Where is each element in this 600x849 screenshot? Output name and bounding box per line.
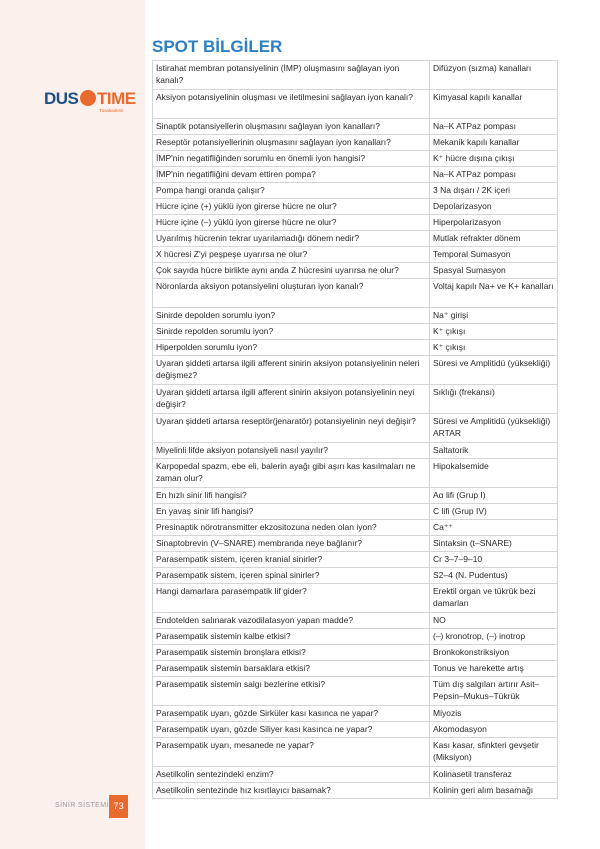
brand-part-2: TIME <box>97 89 136 108</box>
table-row <box>153 504 558 520</box>
answer-cell: Sintaksin (t–SNARE) <box>430 536 558 552</box>
question-cell: Miyelinli lifde aksiyon potansiyeli nasıl yayılır? <box>153 443 430 459</box>
question-cell: Çok sayıda hücre birlikte aynı anda Z hücresini uyarırsa ne olur? <box>153 263 430 279</box>
table-row <box>153 167 558 183</box>
answer-cell: (–) kronotrop, (–) inotrop <box>430 629 558 645</box>
question-cell: Endotelden salınarak vazodilatasyon yapan madde? <box>153 613 430 629</box>
question-cell: Sinaptobrevin (V–SNARE) membranda neye bağlanır? <box>153 536 430 552</box>
question-cell: Reseptör potansiyellerinin oluşmasını sağlayan iyon kanalları? <box>153 135 430 151</box>
answer-cell: Na⁺ girişi <box>430 308 558 324</box>
question-cell: Parasempatik uyarı, mesanede ne yapar? <box>153 738 430 767</box>
table-row <box>153 645 558 661</box>
table-row <box>153 279 558 308</box>
answer-cell: Kolinasetil transferaz <box>430 767 558 783</box>
question-cell: Sinirde depolden sorumlu iyon? <box>153 308 430 324</box>
table-row <box>153 552 558 568</box>
table-row <box>153 536 558 552</box>
question-cell: Asetilkolin sentezindeki enzim? <box>153 767 430 783</box>
question-cell: Presinaptik nörotransmitter ekzositozuna neden olan iyon? <box>153 520 430 536</box>
table-row <box>153 199 558 215</box>
question-cell: Sinaptik potansiyellerin oluşmasını sağlayan iyon kanalları? <box>153 119 430 135</box>
question-cell: Parasempatik uyarı, gözde Siliyer kası kasınca ne yapar? <box>153 722 430 738</box>
answer-cell: Süresi ve Amplitidü (yüksekliği) ARTAR <box>430 414 558 443</box>
answer-cell: Na–K ATPaz pompası <box>430 167 558 183</box>
table-row <box>153 722 558 738</box>
answer-cell: Temporal Sumasyon <box>430 247 558 263</box>
answer-cell: K⁺ çıkışı <box>430 340 558 356</box>
table-row <box>153 738 558 767</box>
table-row <box>153 263 558 279</box>
question-cell: Parasempatik sistemin kalbe etkisi? <box>153 629 430 645</box>
answer-cell: K⁺ hücre dışına çıkışı <box>430 151 558 167</box>
table-row <box>153 661 558 677</box>
table-row <box>153 584 558 613</box>
left-margin-band <box>0 0 145 849</box>
brand-tagline: Tusakademi <box>99 108 124 113</box>
answer-cell: Miyozis <box>430 706 558 722</box>
question-cell: Sinirde repolden sorumlu iyon? <box>153 324 430 340</box>
answer-cell: Akomodasyon <box>430 722 558 738</box>
answer-cell: Tüm dış salgıları artırır Asit–Pepsin–Mukus–Tükrük <box>430 677 558 706</box>
table-row <box>153 677 558 706</box>
table-row <box>153 119 558 135</box>
table-row <box>153 459 558 488</box>
table-row <box>153 340 558 356</box>
table-row <box>153 488 558 504</box>
question-cell: İMP'nin negatifliğinden sorumlu en önemli iyon hangisi? <box>153 151 430 167</box>
table-row <box>153 629 558 645</box>
footer-section-label: SİNİR SİSTEMİ <box>55 802 109 809</box>
answer-cell: Hiperpolarizasyon <box>430 215 558 231</box>
question-cell: Asetilkolin sentezinde hız kısıtlayıcı basamak? <box>153 783 430 799</box>
answer-cell: Hipokalsemide <box>430 459 558 488</box>
question-cell: Parasempatik sistemin salgı bezlerine etkisi? <box>153 677 430 706</box>
table-row <box>153 767 558 783</box>
answer-cell: NO <box>430 613 558 629</box>
answer-cell: Cr 3–7–9–10 <box>430 552 558 568</box>
answer-cell: Ca⁺⁺ <box>430 520 558 536</box>
answer-cell: Na–K ATPaz pompası <box>430 119 558 135</box>
table-row <box>153 613 558 629</box>
table-row <box>153 308 558 324</box>
answer-cell: Kimyasal kapılı kanallar <box>430 90 558 119</box>
answer-cell: Mutlak refrakter dönem <box>430 231 558 247</box>
answer-cell: Saltatorik <box>430 443 558 459</box>
answer-cell: C lifi (Grup IV) <box>430 504 558 520</box>
question-cell: Pompa hangi oranda çalışır? <box>153 183 430 199</box>
answer-cell: Süresi ve Amplitidü (yüksekliği) <box>430 356 558 385</box>
answer-cell: K⁺ çıkışı <box>430 324 558 340</box>
table-row <box>153 324 558 340</box>
question-cell: Hiperpolden sorumlu iyon? <box>153 340 430 356</box>
answer-cell: Kolinin geri alım basamağı <box>430 783 558 799</box>
question-cell: Uyaran şiddeti artarsa ilgili afferent sinirin aksiyon potansiyelinin neleri değişmez? <box>153 356 430 385</box>
page-title: SPOT BİLGİLER <box>152 37 283 56</box>
question-cell: Aksiyon potansiyelinin oluşması ve iletilmesini sağlayan iyon kanalı? <box>153 90 430 119</box>
table-row <box>153 568 558 584</box>
answer-cell: Aα lifi (Grup I) <box>430 488 558 504</box>
question-cell: X hücresi Z'yi peşpeşe uyarırsa ne olur? <box>153 247 430 263</box>
question-cell: Nöronlarda aksiyon potansiyelini oluşturan iyon kanalı? <box>153 279 430 308</box>
question-cell: Karpopedal spazm, ebe eli, balerin ayağı gibi aşırı kas kasılmaları ne zaman olur? <box>153 459 430 488</box>
question-cell: Parasempatik sistemin bronşlara etkisi? <box>153 645 430 661</box>
answer-cell: S2–4 (N. Pudentus) <box>430 568 558 584</box>
answer-cell: Tonus ve harekette artış <box>430 661 558 677</box>
question-cell: En hızlı sinir lifi hangisi? <box>153 488 430 504</box>
table-row <box>153 247 558 263</box>
answer-cell: Voltaj kapılı Na+ ve K+ kanalları <box>430 279 558 308</box>
answer-cell: Spasyal Sumasyon <box>430 263 558 279</box>
answer-cell: Depolarizasyon <box>430 199 558 215</box>
question-cell: Uyaran şiddeti artarsa ilgili afferent sinirin aksiyon potansiyelinin neyi değişir? <box>153 385 430 414</box>
question-cell: Uyaran şiddeti artarsa reseptör(jenaratör) potansiyelinin neyi değişir? <box>153 414 430 443</box>
brand-clock-icon <box>80 90 96 106</box>
table-row <box>153 356 558 385</box>
question-cell: İstirahat membran potansiyelinin (İMP) oluşmasını sağlayan iyon kanalı? <box>153 61 430 90</box>
table-row <box>153 90 558 119</box>
table-row <box>153 135 558 151</box>
question-cell: En yavaş sinir lifi hangisi? <box>153 504 430 520</box>
table-row <box>153 520 558 536</box>
answer-cell: Difüzyon (sızma) kanalları <box>430 61 558 90</box>
question-cell: Hücre içine (–) yüklü iyon girerse hücre ne olur? <box>153 215 430 231</box>
table-row <box>153 61 558 90</box>
table-row <box>153 385 558 414</box>
brand-logo <box>44 86 144 116</box>
page-number: 73 <box>109 795 128 818</box>
question-cell: Parasempatik sistem, içeren spinal sinirler? <box>153 568 430 584</box>
table-row <box>153 443 558 459</box>
answer-cell: Bronkokonstriksiyon <box>430 645 558 661</box>
question-cell: İMP'nin negatifliğini devam ettiren pompa? <box>153 167 430 183</box>
answer-cell: Kası kasar, sfinkteri gevşetir (Miksiyon) <box>430 738 558 767</box>
table-row <box>153 706 558 722</box>
answer-cell: Sıklığı (frekansı) <box>430 385 558 414</box>
table-row <box>153 231 558 247</box>
question-cell: Hangi damarlara parasempatik lif gider? <box>153 584 430 613</box>
answer-cell: 3 Na dışarı / 2K içeri <box>430 183 558 199</box>
question-cell: Uyarılmış hücrenin tekrar uyarılamadığı dönem nedir? <box>153 231 430 247</box>
table-row <box>153 151 558 167</box>
table-row <box>153 183 558 199</box>
answer-cell: Erektil organ ve tükrük bezi damarları <box>430 584 558 613</box>
question-cell: Parasempatik sistemin barsaklara etkisi? <box>153 661 430 677</box>
facts-table <box>152 60 558 799</box>
brand-part-1: DUS <box>44 89 79 108</box>
table-row <box>153 215 558 231</box>
answer-cell: Mekanik kapılı kanallar <box>430 135 558 151</box>
table-row <box>153 414 558 443</box>
question-cell: Hücre içine (+) yüklü iyon girerse hücre ne olur? <box>153 199 430 215</box>
question-cell: Parasempatik uyarı, gözde Sirküler kası kasınca ne yapar? <box>153 706 430 722</box>
table-row <box>153 783 558 799</box>
question-cell: Parasempatik sistem, içeren kranial sinirler? <box>153 552 430 568</box>
